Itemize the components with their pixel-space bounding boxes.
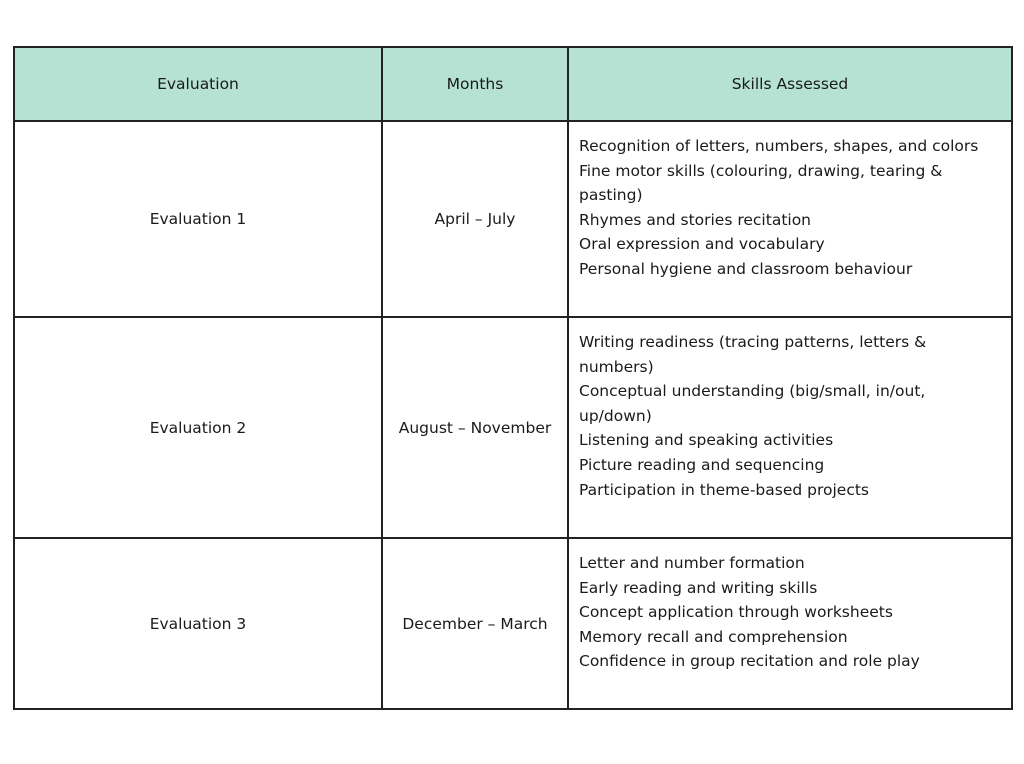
skill-item: Letter and number formation <box>579 554 805 572</box>
skill-item: Confidence in group recitation and role play <box>579 652 920 671</box>
skill-item: Conceptual understanding (big/small, in/out, up/down) <box>579 382 926 425</box>
skill-item: Early reading and writing skills <box>579 578 818 597</box>
table-row <box>14 317 1012 538</box>
evaluation-schedule-table <box>13 46 1013 710</box>
evaluation-cell: Evaluation 2 <box>14 317 382 538</box>
table-row <box>14 121 1012 317</box>
skills-cell <box>568 538 1012 709</box>
skills-list <box>579 330 1001 502</box>
skills-cell <box>568 121 1012 317</box>
evaluation-cell: Evaluation 3 <box>14 538 382 709</box>
header-evaluation: Evaluation <box>14 47 382 121</box>
skill-item: Listening and speaking activities <box>579 431 834 450</box>
table-body <box>14 121 1012 709</box>
header-months: Months <box>382 47 568 121</box>
table-header <box>14 47 1012 121</box>
skill-item: Personal hygiene and classroom behaviour <box>579 259 913 278</box>
skill-item: Fine motor skills (colouring, drawing, tearing & pasting) <box>579 161 943 205</box>
evaluation-cell: Evaluation 1 <box>14 121 382 317</box>
months-cell: April – July <box>382 121 568 317</box>
header-row <box>14 47 1012 121</box>
skills-cell <box>568 317 1012 538</box>
skill-item: Recognition of letters, numbers, shapes, and colors <box>579 137 979 155</box>
skill-item: Memory recall and comprehension <box>579 627 848 646</box>
skills-list <box>579 134 1001 282</box>
months-cell: August – November <box>382 317 568 538</box>
table-row <box>14 538 1012 709</box>
skill-item: Rhymes and stories recitation <box>579 210 812 229</box>
skill-item: Participation in theme-based projects <box>579 480 869 499</box>
header-skills-assessed: Skills Assessed <box>568 47 1012 121</box>
skill-item: Concept application through worksheets <box>579 603 893 622</box>
skills-list <box>579 551 1001 674</box>
skill-item: Oral expression and vocabulary <box>579 235 825 254</box>
months-cell: December – March <box>382 538 568 709</box>
skill-item: Picture reading and sequencing <box>579 455 825 474</box>
skill-item: Writing readiness (tracing patterns, letters & numbers) <box>579 333 927 376</box>
